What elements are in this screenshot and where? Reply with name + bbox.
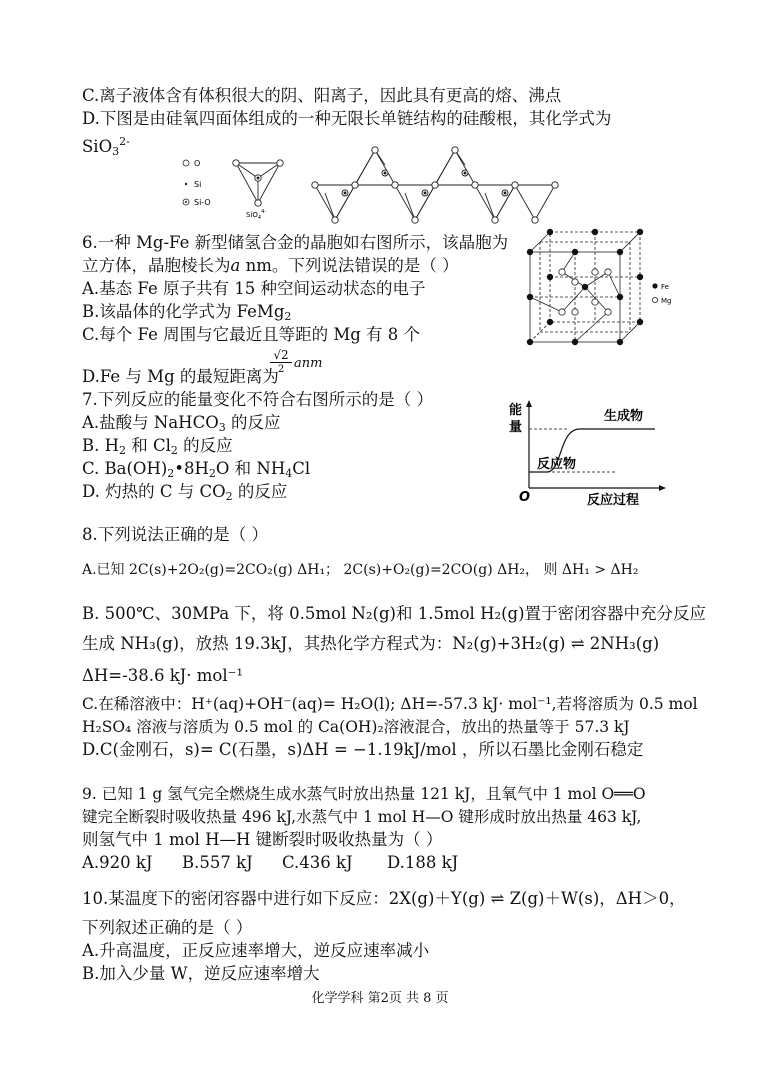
q7-option-a [82,413,280,438]
q7-stem: 7.下列反应的能量变化不符合右图所示的是（ ） [82,390,433,409]
s: 3 [218,421,226,434]
q6-edge-var: a [230,256,241,275]
q6-option-a: A.基态 Fe 原子共有 15 种空间运动状态的电子 [82,279,426,298]
s: 4 [285,467,293,480]
t: 的反应 [177,436,233,455]
t: C. Ba(OH) [82,459,168,478]
q9-line3: 则氢气中 1 mol H—H 键断裂时吸收热量为（ ） [82,830,443,849]
t: 的反应 [232,482,288,501]
t: 和 Cl [126,436,171,455]
q6-optD-text: D.Fe 与 Mg 的最短距离为 [82,367,279,386]
q8-option-b-line3: ΔH=-38.6 kJ· mol⁻¹ [82,666,243,685]
s: 2 [208,467,216,480]
formula-text: SiO [82,137,113,156]
q9-option-b: B.557 kJ [182,853,253,872]
legend-o-symbol [183,160,189,166]
axis-y-label-2: 量 [509,420,523,435]
t: Cl [292,459,311,478]
q6-stem2a: 立方体，晶胞棱长为 [82,256,231,275]
t: •8H [174,459,209,478]
s: 2 [170,444,178,457]
q8-option-d: D.C(金刚石，s)= C(石墨，s)ΔH = −1.19kJ/mol ，所以石墨比金刚石稳定 [82,740,644,759]
page-footer: 化学学科 第2页 共 8 页 [311,991,449,1006]
fraction-numerator: √2 [270,348,292,363]
t: B. H [82,436,120,455]
s: 2 [225,490,233,503]
legend-si-label: Si [194,180,202,189]
crystal-cell-figure [520,226,700,351]
legend-mg-label: Mg [661,297,672,305]
q5-option-c: C.离子液体含有体积很大的阴、阳离子，因此具有更高的熔、沸点 [82,86,562,105]
q5-option-d-formula [82,132,130,162]
q8-option-a: A.已知 2C(s)+2O₂(g)=2CO₂(g) ΔH₁； 2C(s)+O₂(g)=2CO(g) ΔH₂， 则 ΔH₁ > ΔH₂ [82,562,639,578]
legend-o-label: O [194,159,201,168]
legend-mg-symbol [652,297,657,302]
s: 2 [119,444,127,457]
axis-y-label-1: 能 [509,403,523,418]
axis-x-label: 反应过程 [587,493,640,508]
q6-optB-text: B.该晶体的化学式为 FeMg [82,302,285,321]
silicate-chain-figure [180,145,720,225]
q10-option-a: A.升高温度，正反应速率增大，逆反应速率减小 [82,941,430,960]
q6-optD-unit: anm [294,356,323,371]
q8-option-c-line1: C.在稀溶液中：H⁺(aq)+OH⁻(aq)= H₂O(l); ΔH=-57.3 kJ· mol⁻¹,若将溶质为 0.5 mol [82,695,698,713]
reactant-label: 反应物 [537,457,577,472]
q6-option-c: C.每个 Fe 周围与它最近且等距的 Mg 有 8 个 [82,325,421,344]
legend-sio-label: Si-O [194,198,211,207]
q9-line1: 9. 已知 1 g 氢气完全燃烧生成水蒸气时放出热量 121 kJ，且氧气中 1 mol O══O [82,785,646,803]
fraction-denominator: 2 [277,364,285,375]
q7-option-d [82,482,287,507]
formula-sup: 2- [119,135,130,148]
energy-diagram [507,400,667,510]
q9-option-a: A.920 kJ [82,853,153,872]
q7-option-c [82,459,310,484]
q8-stem: 8.下列说法正确的是（ ） [82,525,268,544]
q6-optB-sub: 2 [284,310,292,323]
q9-line2: 键完全断裂时吸收热量 496 kJ,水蒸气中 1 mol H—O 键形成时放出热量 463 kJ, [82,808,642,826]
q6-stem-line1: 6.一种 Mg-Fe 新型储氢合金的晶胞如右图所示，该晶胞为 [82,233,509,252]
q10-option-b: B.加入少量 W，逆反应速率增大 [82,964,320,983]
t: D. 灼热的 C 与 CO [82,482,226,501]
q9-options [82,853,458,873]
t: O 和 NH [215,459,286,478]
formula-sub: 3 [112,145,120,158]
t: 的反应 [225,413,281,432]
legend-fe-symbol [652,283,657,288]
q6-option-b [82,302,291,327]
q10-line2: 下列叙述正确的是（ ） [82,918,253,937]
q6-optD-fraction [270,348,292,377]
legend-si-symbol [185,183,187,185]
q8-option-b-line2: 生成 NH₃(g)，放热 19.3kJ，其热化学方程式为：N₂(g)+3H₂(g) ⇌ 2NH₃(g) [82,634,660,653]
q6-stem-line2 [82,256,459,276]
origin-label: O [519,490,531,505]
s: 2 [167,467,175,480]
q5-option-d-line1: D.下图是由硅氧四面体组成的一种无限长单链结构的硅酸根，其化学式为 [82,109,612,128]
q7-option-b [82,436,233,461]
product-label: 生成物 [604,409,644,424]
silicate-chain [312,147,558,223]
tetrahedron-label: SiO$_4^{4-}$ [246,209,267,221]
t: A.盐酸与 NaHCO [82,413,219,432]
legend-fe-label: Fe [661,283,669,291]
tetrahedron-diagram [233,160,283,206]
q8-option-b-line1: B. 500℃、30MPa 下，将 0.5mol N₂(g)和 1.5mol H₂(g)置于密闭容器中充分反应 [82,604,707,623]
q6-stem2b: nm。下列说法错误的是（ ） [240,256,459,275]
q9-option-d: D.188 kJ [387,853,459,872]
q9-option-c: C.436 kJ [282,853,353,872]
q10-line1: 10.某温度下的密闭容器中进行如下反应：2X(g)＋Y(g) ⇌ Z(g)＋W(s)，ΔH＞0， [82,889,686,908]
q8-option-c-line2: H₂SO₄ 溶液与溶质为 0.5 mol 的 Ca(OH)₂溶液混合，放出的热量等于 57.3 kJ [82,718,630,736]
q6-option-d [82,367,279,387]
